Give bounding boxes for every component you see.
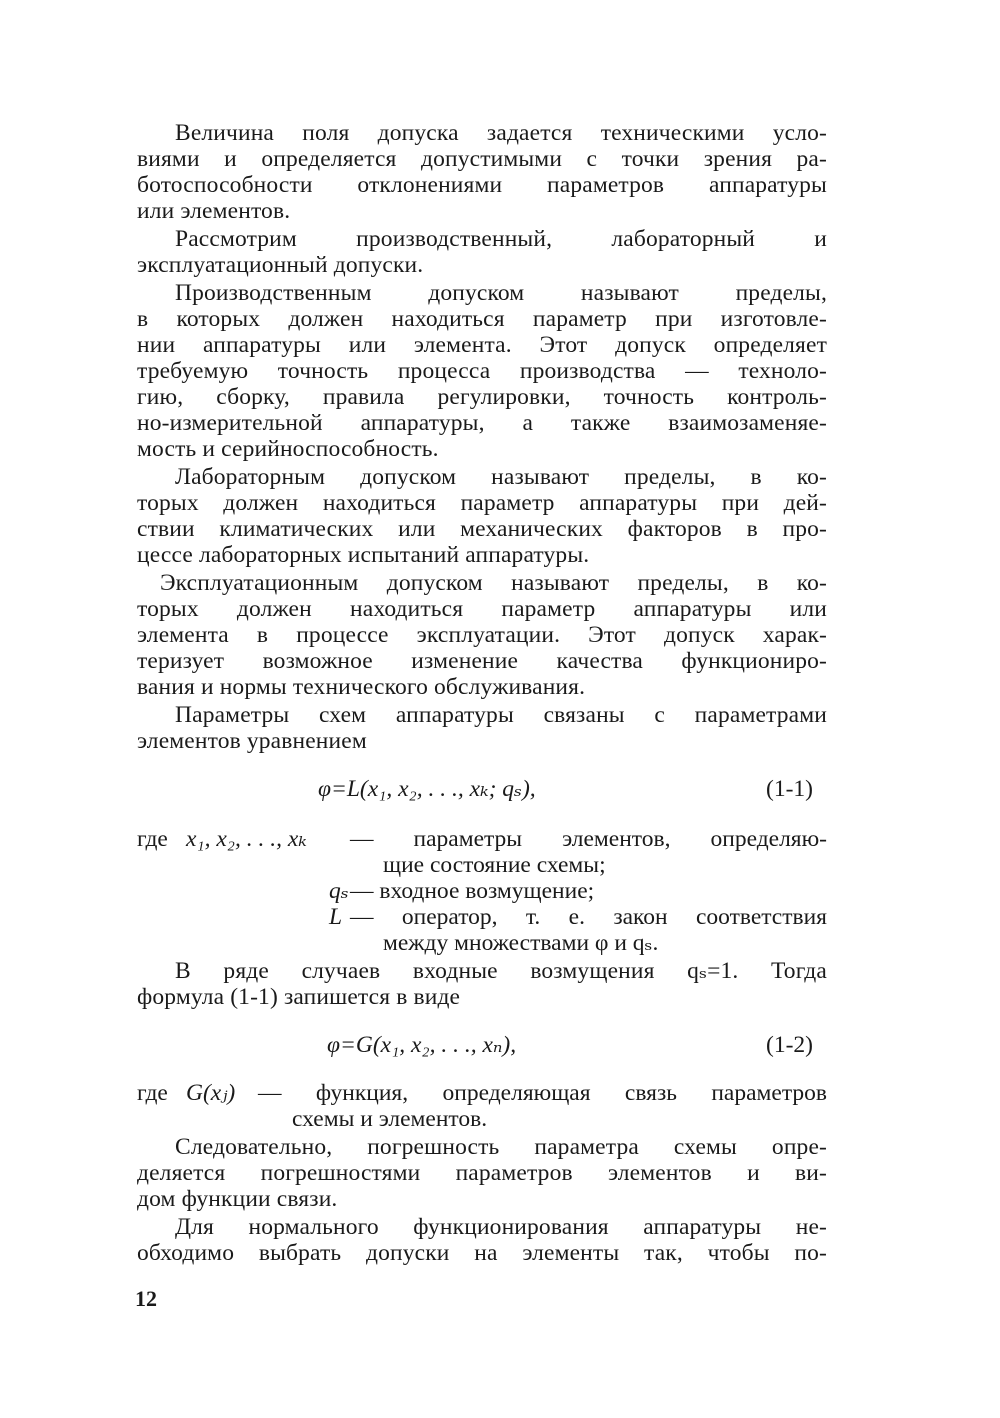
text-line: Рассмотрим производственный, лабораторный и <box>175 226 827 252</box>
text-line: или элементов. <box>137 198 291 224</box>
variable-list: x₁, x₂, . . ., xₖ <box>186 826 307 852</box>
definition-text: щие состояние схемы; <box>383 852 606 878</box>
text-line: ствии климатических или механических факторов в про- <box>137 516 827 542</box>
text-line: формула (1-1) запишется в виде <box>137 984 461 1010</box>
text-line: торых должен находиться параметр аппаратуры при дей- <box>137 490 827 516</box>
text-line: дом функции связи. <box>137 1186 338 1212</box>
definition-text: — оператор, т. е. закон соответствия <box>350 904 827 930</box>
definition-text: между множествами φ и qₛ. <box>383 930 659 956</box>
text-line: Величина поля допуска задается техническими усло- <box>175 120 827 146</box>
text-line: ботоспособности отклонениями параметров аппаратуры <box>137 172 827 198</box>
variable-symbol: G(xⱼ) <box>186 1080 236 1106</box>
equation-number: (1-1) <box>766 776 813 802</box>
text-line: Эксплуатационным допуском называют пределы, в ко- <box>160 570 827 596</box>
definition-text: — параметры элементов, определяю- <box>350 826 827 852</box>
text-line: Производственным допуском называют пределы, <box>175 280 827 306</box>
page-number: 12 <box>135 1286 157 1311</box>
text-line: В ряде случаев входные возмущения qₛ=1. Тогда <box>175 958 827 984</box>
text-line: виями и определяется допустимыми с точки зрения ра- <box>137 146 827 172</box>
variable-symbol: L <box>329 904 343 930</box>
definition-text: схемы и элементов. <box>292 1106 488 1132</box>
text-line: элемента в процессе эксплуатации. Этот допуск харак- <box>137 622 827 648</box>
where-label: где <box>137 826 168 852</box>
text-line: нии аппаратуры или элемента. Этот допуск определяет <box>137 332 827 358</box>
text-line: в которых должен находиться параметр при изготовле- <box>137 306 827 332</box>
text-line: обходимо выбрать допуски на элементы так, чтобы по- <box>137 1240 827 1266</box>
text-line: Следовательно, погрешность параметра схемы опре- <box>175 1134 827 1160</box>
where-label: где <box>137 1080 168 1106</box>
equation-1-2: φ=G(x₁, x₂, . . ., xₙ), <box>327 1032 517 1058</box>
definition-text: — входное возмущение; <box>350 878 595 904</box>
variable-symbol: qₛ <box>329 878 349 904</box>
text-line: торых должен находиться параметр аппаратуры или <box>137 596 827 622</box>
text-line: Лабораторным допуском называют пределы, в ко- <box>175 464 827 490</box>
text-line: вания и нормы технического обслуживания. <box>137 674 586 700</box>
text-line: деляется погрешностями параметров элементов и ви- <box>137 1160 827 1186</box>
text-line: требуемую точность процесса производства — техноло- <box>137 358 827 384</box>
text-line: теризует возможное изменение качества функциониро- <box>137 648 827 674</box>
text-line: цессе лабораторных испытаний аппаратуры. <box>137 542 590 568</box>
text-line: Для нормального функционирования аппаратуры не- <box>175 1214 827 1240</box>
equation-1-1: φ=L(x₁, x₂, . . ., xₖ; qₛ), <box>318 776 536 802</box>
text-line: Параметры схем аппаратуры связаны с параметрами <box>175 702 827 728</box>
text-line: мость и серийноспособность. <box>137 436 439 462</box>
definition-text: — функция, определяющая связь параметров <box>258 1080 827 1106</box>
text-line: но-измерительной аппаратуры, а также взаимозаменяе- <box>137 410 827 436</box>
equation-number: (1-2) <box>766 1032 813 1058</box>
text-line: элементов уравнением <box>137 728 367 754</box>
text-line: эксплуатационный допуски. <box>137 252 424 278</box>
text-line: гию, сборку, правила регулировки, точность контроль- <box>137 384 827 410</box>
